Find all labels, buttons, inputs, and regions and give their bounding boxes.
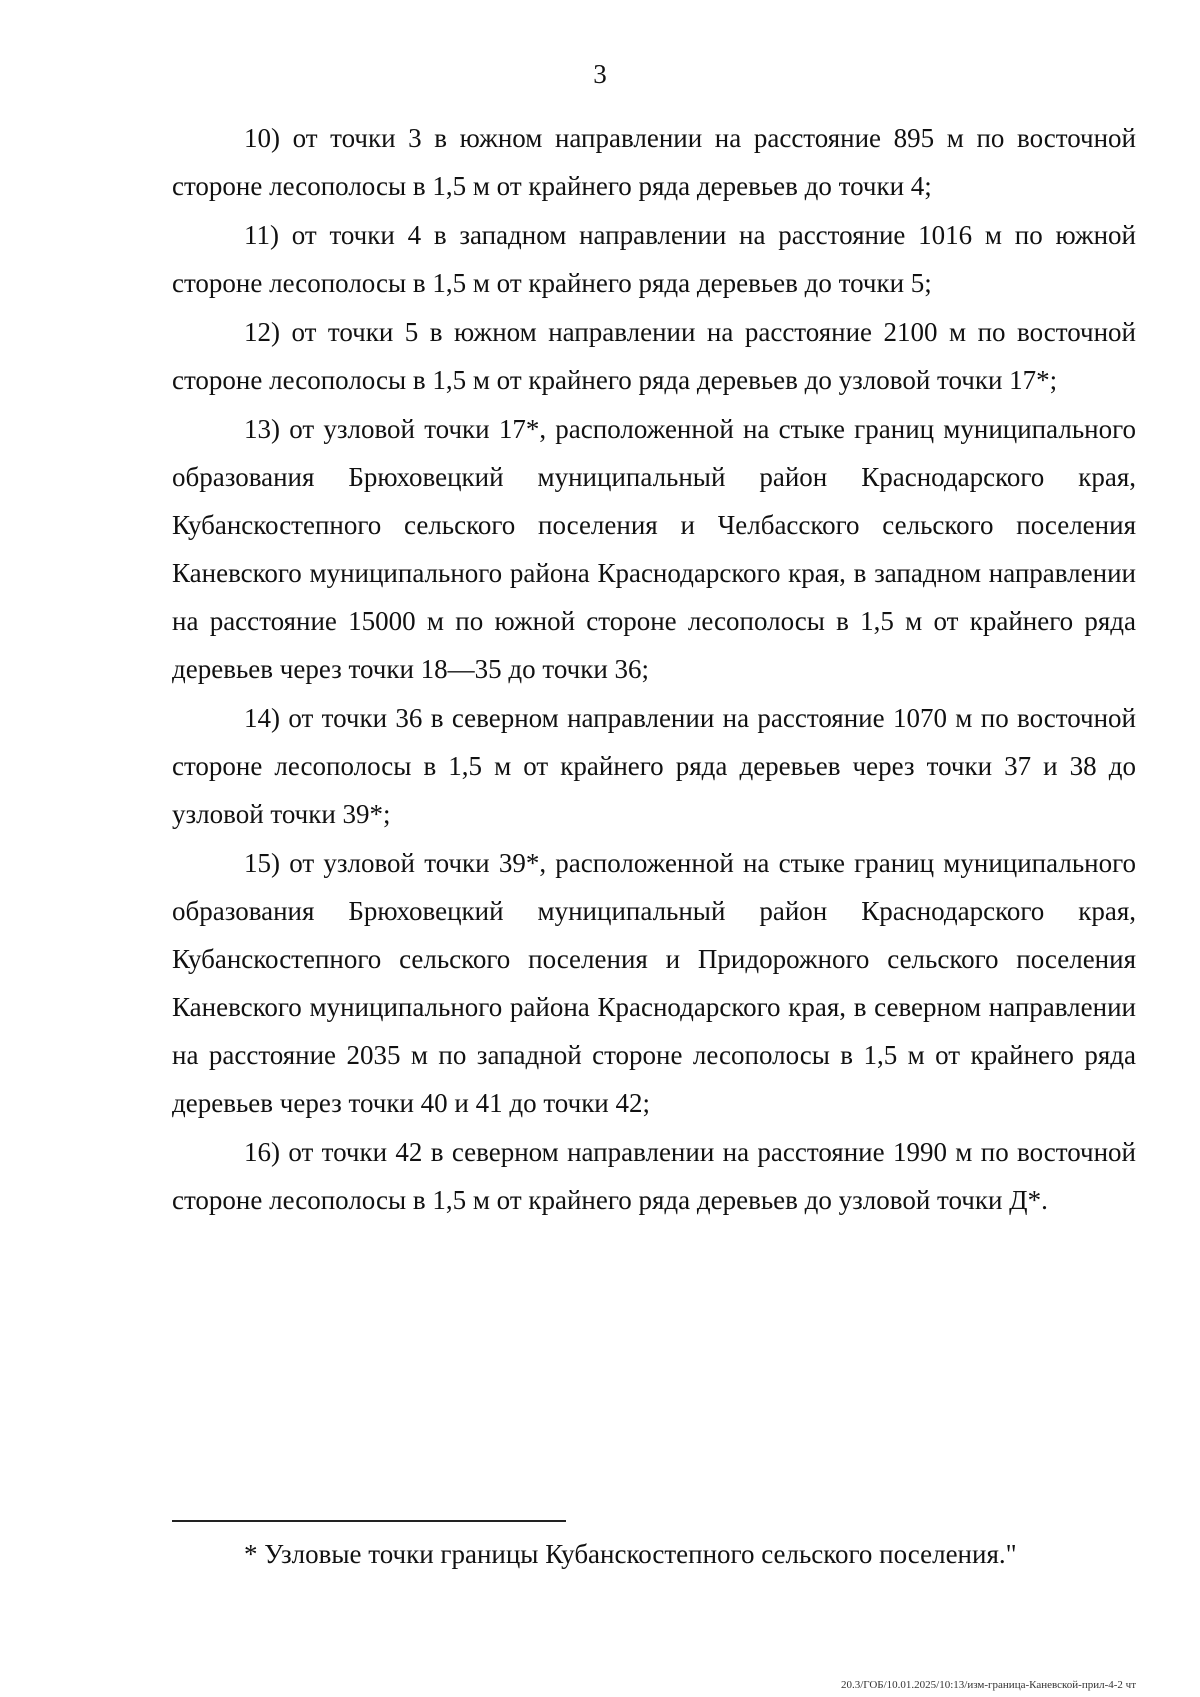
footnote-divider — [172, 1520, 566, 1522]
document-code: 20.3/ГОБ/10.01.2025/10:13/изм-граница-Каневской-прил-4-2 чт — [840, 1679, 1136, 1691]
footnote-text: * Узловые точки границы Кубанскостепного сельского поселения." — [244, 1539, 1017, 1569]
paragraph-item-15: 15) от узловой точки 39*, расположенной на стыке границ муниципального образования Брюховецкий муниципальный район Краснодарского края, Кубанскостепного сельского поселения и Придорожного сельского поселения Каневского муниципального района Краснодарского края, в северном направлении на расстояние 2035 м по западной стороне лесополосы в 1,5 м от крайнего ряда деревьев через точки 40 и 41 до точки 42; — [172, 848, 1136, 1118]
paragraph-item-10: 10) от точки 3 в южном направлении на расстояние 895 м по восточной стороне лесополосы в 1,5 м от крайнего ряда деревьев до точки 4; — [172, 123, 1136, 201]
paragraph-item-14: 14) от точки 36 в северном направлении на расстояние 1070 м по восточной стороне лесополосы в 1,5 м от крайнего ряда деревьев через точки 37 и 38 до узловой точки 39*; — [172, 703, 1136, 829]
page-number: 3 — [593, 59, 607, 89]
document-body — [172, 114, 1136, 1225]
paragraph-item-11: 11) от точки 4 в западном направлении на расстояние 1016 м по южной стороне лесополосы в 1,5 м от крайнего ряда деревьев до точки 5; — [172, 220, 1136, 298]
paragraph-item-16: 16) от точки 42 в северном направлении на расстояние 1990 м по восточной стороне лесополосы в 1,5 м от крайнего ряда деревьев до узловой точки Д*. — [172, 1137, 1136, 1215]
paragraph-item-13: 13) от узловой точки 17*, расположенной на стыке границ муниципального образования Брюховецкий муниципальный район Краснодарского края, Кубанскостепного сельского поселения и Челбасского сельского поселения Каневского муниципального района Краснодарского края, в западном направлении на расстояние 15000 м по южной стороне лесополосы в 1,5 м от крайнего ряда деревьев через точки 18—35 до точки 36; — [172, 414, 1136, 684]
paragraph-item-12: 12) от точки 5 в южном направлении на расстояние 2100 м по восточной стороне лесополосы в 1,5 м от крайнего ряда деревьев до узловой точки 17*; — [172, 317, 1136, 395]
